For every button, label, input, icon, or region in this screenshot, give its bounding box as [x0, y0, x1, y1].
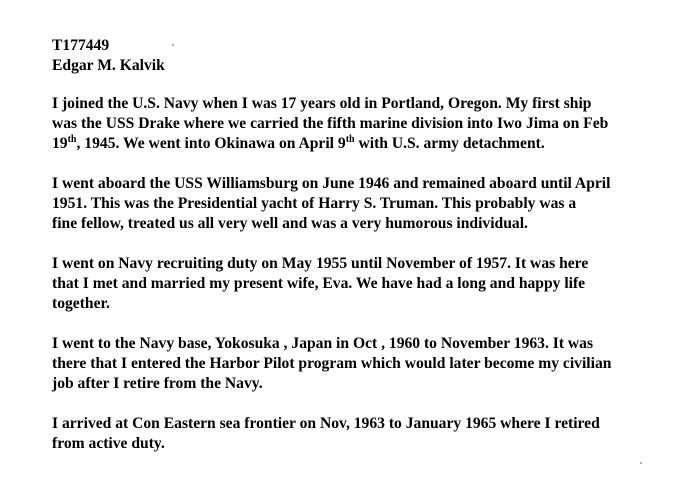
document-header: [52, 36, 672, 76]
text-run: 1951. This was the Presidential yacht of Harry S. Truman. This probably was a: [52, 195, 577, 212]
text-run: from active duty.: [52, 435, 165, 452]
text-line: [52, 194, 692, 214]
text-line: [52, 294, 692, 314]
text-run: , 1945. We went into Okinawa on April 9: [76, 135, 346, 152]
paragraph: [52, 414, 692, 454]
text-run: I went to the Navy base, Yokosuka , Japan in Oct , 1960 to November 1963. It was: [52, 335, 594, 352]
text-line: [52, 414, 692, 434]
text-line: [52, 94, 692, 114]
text-line: [52, 214, 692, 234]
text-run: I joined the U.S. Navy when I was 17 years old in Portland, Oregon. My first ship: [52, 95, 592, 112]
text-run: together.: [52, 295, 110, 312]
document-id: T177449: [52, 37, 110, 54]
text-line: [52, 354, 692, 374]
paragraph: [52, 254, 692, 314]
text-line: [52, 374, 692, 394]
superscript-text: th: [67, 133, 77, 145]
superscript-text: th: [345, 133, 355, 145]
text-run: there that I entered the Harbor Pilot program which would later become my civilian: [52, 355, 612, 372]
text-run: I arrived at Con Eastern sea frontier on Nov, 1963 to January 1965 where I retired: [52, 415, 600, 432]
text-line: [52, 434, 692, 454]
text-run: fine fellow, treated us all very well and was a very humorous individual.: [52, 215, 528, 232]
scan-speck: [640, 462, 642, 464]
author-name: Edgar M. Kalvik: [52, 57, 165, 74]
scan-speck: [172, 44, 174, 46]
text-run: I went on Navy recruiting duty on May 1955 until November of 1957. It was here: [52, 255, 589, 272]
text-line: [52, 114, 692, 134]
text-line: [52, 334, 692, 354]
paragraph: [52, 174, 692, 234]
document-body: [52, 94, 692, 474]
text-run: I went aboard the USS Williamsburg on June 1946 and remained aboard until April: [52, 175, 611, 192]
text-run: that I met and married my present wife, Eva. We have had a long and happy life: [52, 275, 586, 292]
text-line: [52, 274, 692, 294]
text-line: [52, 254, 692, 274]
text-run: 19: [52, 135, 68, 152]
paragraph: [52, 94, 692, 154]
text-line: [52, 174, 692, 194]
text-line: [52, 134, 692, 154]
text-run: job after I retire from the Navy.: [52, 375, 263, 392]
text-run: with U.S. army detachment.: [354, 135, 545, 152]
paragraph: [52, 334, 692, 394]
text-run: was the USS Drake where we carried the fifth marine division into Iwo Jima on Feb: [52, 115, 609, 132]
